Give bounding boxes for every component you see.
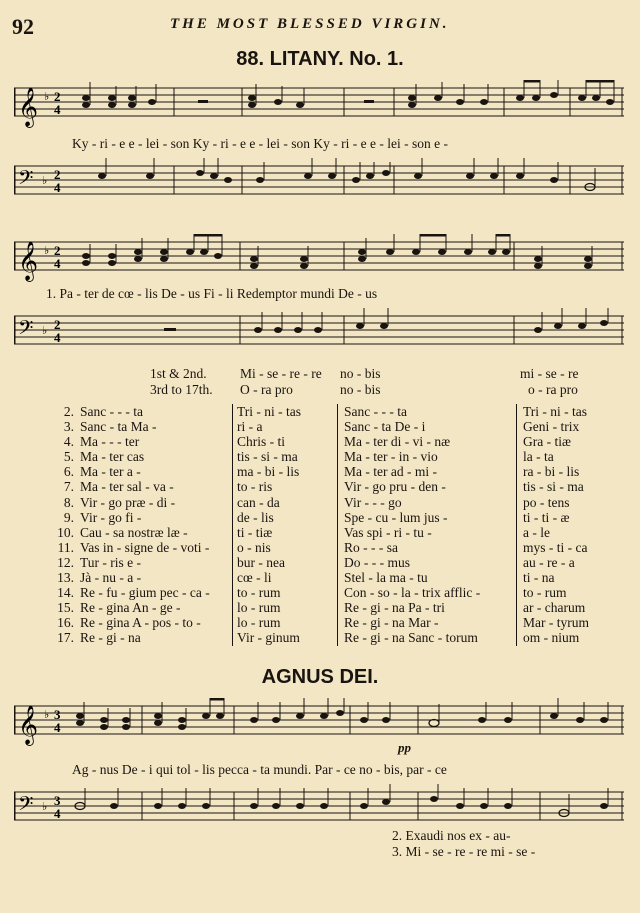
table-row: 5. Ma - ter cas tis - si - ma Ma - ter - in - vio la - ta [40, 449, 623, 464]
litany-system1-treble-staff [14, 80, 632, 136]
svg-text:2: 2 [54, 89, 61, 104]
agnus-lyrics: Ag - nus De - i qui tol - lis pecca - ta mundi. Par - ce no - bis, par - ce [72, 762, 447, 777]
response-label-2: 3rd to 17th. [150, 382, 213, 397]
litany-verses-table [40, 404, 623, 646]
svg-text:4: 4 [54, 256, 61, 271]
svg-text:2: 2 [54, 243, 61, 258]
agnus-verse-3: 3. Mi - se - re - re mi - se - [392, 844, 536, 859]
svg-text:4: 4 [54, 720, 61, 735]
response-label-1: 1st & 2nd. [150, 366, 207, 381]
svg-text:2: 2 [54, 317, 61, 332]
table-row: 14. Re - fu - gium pec - ca - to - rum Con - so - la - trix afflic - to - rum [40, 585, 623, 600]
response-2b: no - bis [340, 382, 381, 397]
litany-system2-lyrics: 1. Pa - ter de cœ - lis De - us Fi - li Redemptor mundi De - us [46, 286, 378, 301]
table-row: 11. Vas in - signe de - voti - o - nis Ro - - - sa mys - ti - ca [40, 540, 623, 555]
litany-system2-treble-staff [14, 234, 632, 284]
table-row: 3. Sanc - ta Ma - ri - a Sanc - ta De - i Geni - trix [40, 419, 623, 434]
agnus-dei-title: AGNUS DEI. [261, 666, 379, 688]
table-row: 7. Ma - ter sal - va - to - ris Vir - go pru - den - tis - si - ma [40, 479, 623, 494]
table-row: 9. Vir - go fi - de - lis Spe - cu - lum jus - ti - ti - æ [40, 510, 623, 525]
dynamic-marking: pp [398, 740, 411, 755]
table-row: 16. Re - gina A - pos - to - lo - rum Re - gi - na Mar - Mar - tyrum [40, 615, 623, 630]
svg-text:𝄞: 𝄞 [18, 705, 39, 745]
svg-text:𝄢: 𝄢 [18, 792, 34, 820]
svg-text:4: 4 [54, 330, 61, 345]
table-row: 13. Jà - nu - a - cœ - li Stel - la ma - tu ti - na [40, 570, 623, 585]
response-1a: Mi - se - re - re [240, 366, 322, 381]
litany-title: 88. LITANY. No. 1. [236, 48, 404, 70]
svg-text:4: 4 [54, 180, 61, 195]
litany-system1-lyrics: Ky - ri - e e - lei - son Ky - ri - e e - lei - son Ky - ri - e e - lei - son e - [72, 136, 448, 151]
table-row: 8. Vir - go præ - di - can - da Vir - - - go po - tens [40, 495, 623, 510]
svg-text:♭: ♭ [42, 175, 48, 187]
svg-text:♭: ♭ [42, 801, 48, 813]
svg-text:2: 2 [54, 167, 61, 182]
svg-text:♭: ♭ [42, 325, 48, 337]
svg-text:4: 4 [54, 806, 61, 821]
agnus-treble-staff [14, 698, 632, 754]
response-2c: o - ra pro [528, 382, 578, 397]
response-2a: O - ra pro [240, 382, 293, 397]
page-number: 92 [12, 14, 34, 39]
running-title: THE MOST BLESSED VIRGIN. [170, 16, 450, 32]
response-1b: no - bis [340, 366, 381, 381]
table-row: 17. Re - gi - na Vir - ginum Re - gi - na Sanc - torum om - nium [40, 630, 623, 645]
table-row: 4. Ma - - - ter Chris - ti Ma - ter di - vi - næ Gra - tiæ [40, 434, 623, 449]
table-row: 10. Cau - sa nostræ læ - ti - tiæ Vas spi - ri - tu - a - le [40, 525, 623, 540]
table-row: 2. Sanc - - - ta Tri - ni - tas Sanc - - - ta Tri - ni - tas [40, 404, 623, 419]
table-row: 12. Tur - ris e - bur - nea Do - - - mus au - re - a [40, 555, 623, 570]
svg-text:𝄢: 𝄢 [18, 316, 34, 344]
svg-text:3: 3 [54, 707, 61, 722]
response-1c: mi - se - re [520, 366, 579, 381]
svg-text:♭: ♭ [44, 245, 50, 257]
litany-system2-bass-staff [14, 308, 632, 354]
table-row: 15. Re - gina An - ge - lo - rum Re - gi - na Pa - tri ar - charum [40, 600, 623, 615]
svg-text:𝄞: 𝄞 [18, 241, 39, 281]
table-row: 6. Ma - ter a - ma - bi - lis Ma - ter ad - mi - ra - bi - lis [40, 464, 623, 479]
agnus-bass-staff [14, 784, 632, 830]
svg-text:3: 3 [54, 793, 61, 808]
litany-system1-bass-staff [14, 158, 632, 204]
svg-text:𝄞: 𝄞 [18, 87, 39, 127]
svg-text:♭: ♭ [44, 709, 50, 721]
svg-text:♭: ♭ [44, 91, 50, 103]
agnus-verse-2: 2. Exaudi nos ex - au- [392, 828, 511, 843]
svg-text:4: 4 [54, 102, 61, 117]
svg-text:𝄢: 𝄢 [18, 166, 34, 194]
